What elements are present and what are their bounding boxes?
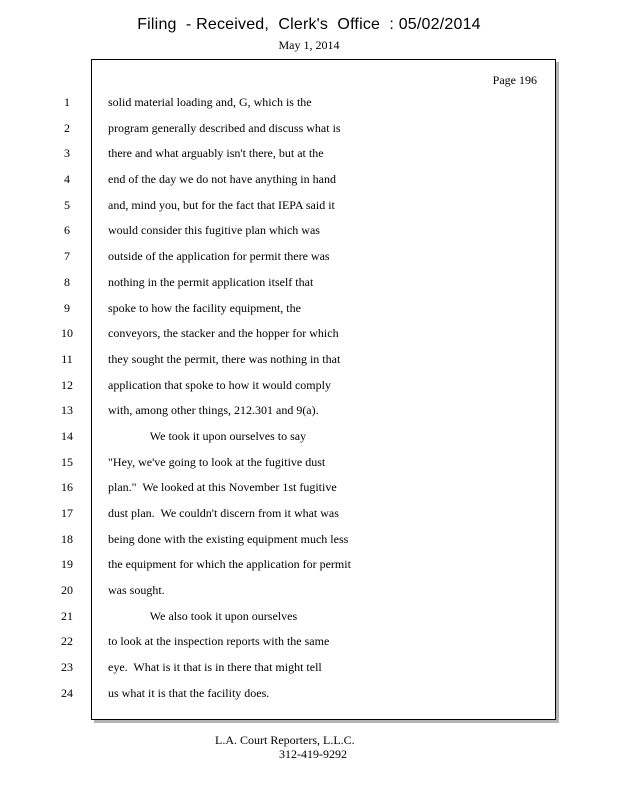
line-number: 11 [61, 351, 73, 366]
transcript-line: conveyors, the stacker and the hopper for which [108, 326, 339, 341]
transcript-line: outside of the application for permit there was [108, 249, 330, 264]
transcript-line: was sought. [108, 583, 165, 598]
line-number: 19 [61, 557, 73, 572]
transcript-line: and, mind you, but for the fact that IEPA said it [108, 197, 335, 212]
transcript-text [108, 91, 548, 708]
line-number: 8 [64, 274, 70, 289]
transcript-line: dust plan. We couldn't discern from it what was [108, 506, 339, 520]
line-number-column [52, 91, 82, 708]
line-number: 6 [64, 223, 70, 238]
line-number: 23 [61, 660, 73, 675]
court-reporter-name: L.A. Court Reporters, L.L.C. [215, 733, 355, 747]
transcript-line: We took it upon ourselves to say [108, 428, 307, 443]
court-reporter-phone: 312-419-9292 [279, 747, 347, 761]
line-number: 20 [61, 583, 73, 598]
line-number: 15 [61, 454, 73, 469]
transcript-line: solid material loading and, G, which is the [108, 95, 312, 109]
transcript-line: end of the day we do not have anything in hand [108, 172, 336, 187]
filing-stamp: Filing - Received, Clerk's Office : 05/02/2014 [137, 16, 481, 33]
line-number: 2 [64, 120, 70, 135]
transcript-line: program generally described and discuss what is [108, 120, 341, 135]
line-number: 12 [61, 377, 73, 392]
line-number: 22 [61, 634, 73, 649]
line-number: 16 [61, 480, 73, 495]
line-number: 24 [61, 685, 73, 700]
line-number: 14 [61, 428, 73, 443]
transcript-line: the equipment for which the application for permit [108, 557, 351, 572]
transcript-line: plan." We looked at this November 1st fugitive [108, 480, 337, 495]
transcript-line: spoke to how the facility equipment, the [108, 300, 301, 315]
hearing-date: May 1, 2014 [278, 38, 340, 52]
transcript-line: We also took it upon ourselves [108, 608, 298, 623]
line-number: 10 [61, 326, 73, 341]
line-number: 5 [64, 197, 70, 212]
line-number: 1 [64, 95, 70, 109]
transcript-line: being done with the existing equipment much less [108, 531, 349, 546]
line-number: 13 [61, 403, 73, 418]
page-number: Page 196 [492, 73, 537, 87]
transcript-line: they sought the permit, there was nothing in that [108, 351, 341, 366]
transcript-line: would consider this fugitive plan which was [108, 223, 320, 238]
line-number: 3 [64, 146, 70, 161]
line-number: 18 [61, 531, 73, 546]
transcript-line: application that spoke to how it would comply [108, 377, 331, 392]
transcript-line: there and what arguably isn't there, but at the [108, 146, 324, 161]
line-number: 4 [64, 172, 70, 187]
line-number: 7 [64, 249, 70, 264]
line-number: 9 [64, 300, 70, 315]
line-number: 21 [61, 608, 73, 623]
transcript-line: us what it is that the facility does. [108, 685, 270, 700]
transcript-line: nothing in the permit application itself that [108, 274, 314, 289]
transcript-line: to look at the inspection reports with the same [108, 634, 330, 649]
transcript-line: "Hey, we've going to look at the fugitive dust [108, 454, 326, 469]
line-number: 17 [61, 506, 73, 520]
transcript-line: with, among other things, 212.301 and 9(a). [108, 403, 319, 418]
transcript-line: eye. What is it that is in there that might tell [108, 660, 322, 675]
